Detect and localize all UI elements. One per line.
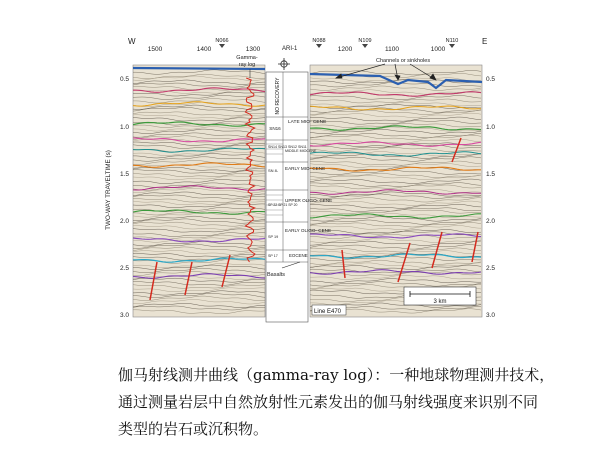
y-tick-right-0-5: 0.5 <box>486 76 496 83</box>
y-tick-3-0: 3.0 <box>119 312 129 319</box>
y-tick-1-0: 1.0 <box>119 124 129 131</box>
unit-no-recovery: NO RECOVERY <box>275 77 281 115</box>
y-tick-2-0: 2.0 <box>119 218 129 225</box>
y-tick-right-3-0: 3.0 <box>486 312 496 319</box>
well-n109: N109 <box>358 38 372 44</box>
unit-early-left: SN 8- <box>268 168 279 173</box>
direction-east: E <box>482 37 488 46</box>
caption <box>118 362 578 443</box>
unit-eolig-left: SP 19 <box>268 235 279 239</box>
channels-label: Channels or sinkholes <box>376 58 431 64</box>
y-tick-0-5: 0.5 <box>119 76 129 83</box>
unit-eolig-right: EARLY OLIGO- CENE <box>285 228 332 233</box>
line-label: Line E470 <box>314 309 342 315</box>
y-tick-right-2-5: 2.5 <box>486 265 496 272</box>
unit-upper-left: SP 22 SP 21 SP 20 <box>268 203 298 207</box>
basalts-label: Basalts <box>267 272 286 278</box>
y-tick-right-2-0: 2.0 <box>486 218 496 225</box>
unit-late-left: SN16 <box>269 126 281 131</box>
gamma-label-line2: ray log <box>238 62 256 68</box>
y-axis-ticks-right <box>486 76 495 319</box>
y-tick-right-1-5: 1.5 <box>486 171 496 178</box>
unit-eocene-right: EOCENE <box>289 253 308 258</box>
direction-west: W <box>128 37 136 46</box>
seismic-panel-right <box>310 65 482 317</box>
scale-bar <box>404 287 476 305</box>
caption-line-2: 通过测量岩层中自然放射性元素发出的伽马射线强度来识别不同 <box>118 393 539 411</box>
top-tick-1400: 1400 <box>196 46 212 53</box>
top-tick-1200: 1200 <box>337 46 353 53</box>
unit-upper-right: UPPER OLIGO- CENE <box>285 198 333 203</box>
well-n088: N088 <box>312 38 326 44</box>
y-axis-ticks-left <box>120 76 129 319</box>
scale-label: 3 km <box>433 299 447 305</box>
unit-early-right: EARLY MIO- CENE <box>285 166 326 171</box>
top-tick-1500: 1500 <box>147 46 163 53</box>
y-tick-right-1-0: 1.0 <box>486 124 496 131</box>
top-tick-1300: 1300 <box>245 46 261 53</box>
y-tick-2-5: 2.5 <box>119 265 129 272</box>
caption-line-3: 类型的岩石或沉积物。 <box>118 420 269 438</box>
top-tick-1000: 1000 <box>430 46 446 53</box>
unit-late-right: LATE MIO- CENE <box>288 120 327 125</box>
caption-line-1: 伽马射线测井曲线（gamma-ray log）：一种地球物理测井技术， <box>118 366 555 384</box>
ari-label: ARI-1 <box>282 46 298 52</box>
y-tick-1-5: 1.5 <box>119 171 129 178</box>
unit-eocene-left: SP 17 <box>268 254 278 258</box>
unit-mid-left: SN14 SN13 SN12 SN11 <box>268 145 307 149</box>
well-n110: N110 <box>445 38 459 44</box>
gamma-label-line1: Gamma- <box>236 55 258 61</box>
unit-mid-right: MIDDLE MIOCENE <box>285 149 317 153</box>
y-axis-title: TWO-WAY TRAVELTIME (s) <box>105 150 112 230</box>
top-tick-1100: 1100 <box>385 46 399 53</box>
well-symbol-icon <box>278 58 290 70</box>
well-n066: N066 <box>215 38 229 44</box>
